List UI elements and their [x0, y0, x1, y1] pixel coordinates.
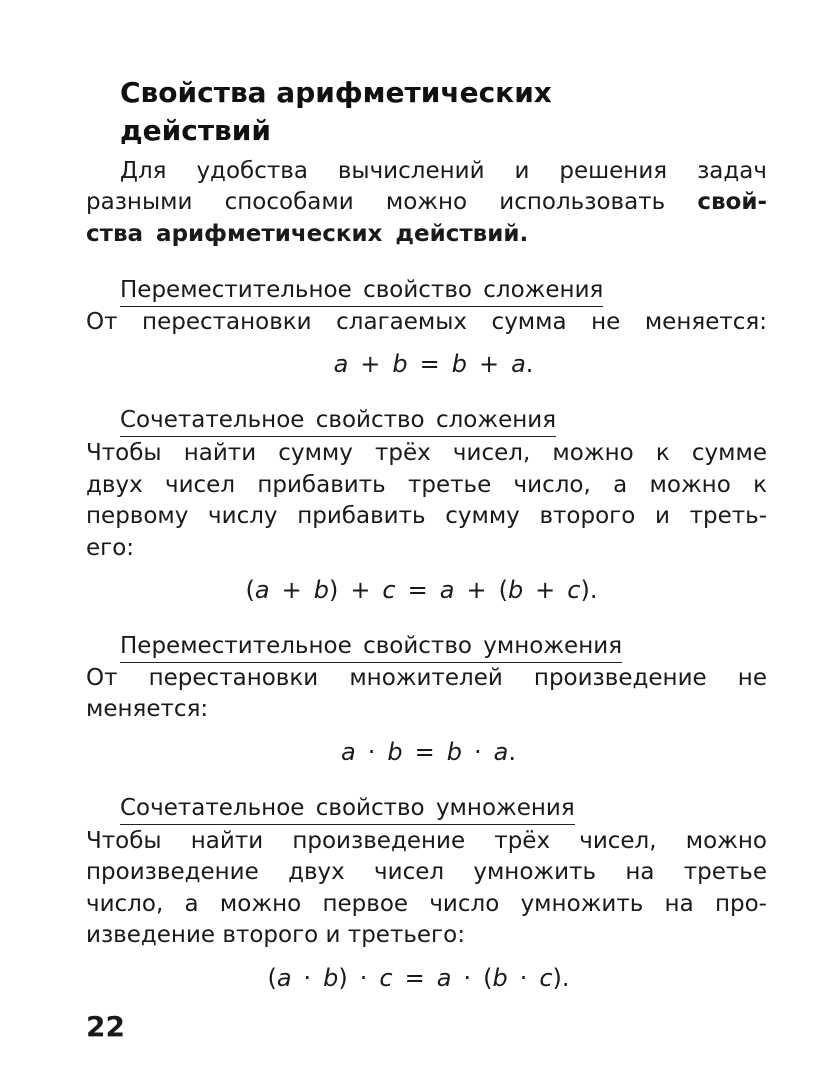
title-line-1: Свойства арифметических — [120, 76, 552, 109]
section-3-line-1: От перестановки множителей произведение не — [86, 665, 767, 691]
section-2-line-1: Чтобы найти сумму трёх чисел, можно к сумме — [86, 440, 767, 466]
section-2-line-2: двух чисел прибавить третье число, а можно к — [86, 472, 767, 498]
intro-line-3-bold: ства арифметических действий. — [86, 221, 529, 247]
formula-commutative-multiplication — [86, 736, 767, 768]
intro-line-3 — [86, 219, 767, 250]
formula-associative-multiplication — [86, 962, 767, 994]
formula-commutative-addition — [86, 348, 767, 380]
section-4-line-4: изведение второго и третьего: — [86, 922, 465, 948]
title-line-2: действий — [120, 114, 272, 147]
formula-text: (a · b) · c = a · (b · c). — [267, 964, 570, 992]
intro-line-2-text: разными способами можно использовать — [86, 189, 666, 215]
section-heading-associative-addition: Сочетательное свойство сложения — [120, 406, 556, 437]
intro-line-2 — [86, 187, 767, 218]
page-title — [120, 74, 740, 150]
formula-text: a + b = b + a. — [333, 350, 534, 378]
formula-text: a · b = b · a. — [341, 738, 516, 766]
formula-text: (a + b) + c = a + (b + c). — [245, 576, 598, 604]
section-heading-associative-multiplication: Сочетательное свойство умножения — [120, 794, 575, 825]
section-4-line-2: произведение двух чисел умножить на третье — [86, 859, 767, 885]
section-2-line-3: первому числу прибавить сумму второго и треть- — [86, 503, 767, 529]
page-number: 22 — [86, 1010, 125, 1043]
section-heading-commutative-addition: Переместительное свойство сложения — [120, 276, 603, 307]
section-4-line-1: Чтобы найти произведение трёх чисел, можно — [86, 828, 767, 854]
section-3-line-2: меняется: — [86, 696, 209, 722]
section-2-line-4: его: — [86, 535, 135, 561]
intro-line-2-bold: свой- — [697, 189, 767, 215]
section-4-line-3: число, а можно первое число умножить на про- — [86, 891, 767, 917]
formula-associative-addition — [86, 574, 767, 606]
section-1-line-1: От перестановки слагаемых сумма не меняется: — [86, 309, 767, 335]
section-heading-commutative-multiplication: Переместительное свойство умножения — [120, 632, 622, 663]
intro-line-1: Для удобства вычислений и решения задач — [120, 158, 767, 184]
